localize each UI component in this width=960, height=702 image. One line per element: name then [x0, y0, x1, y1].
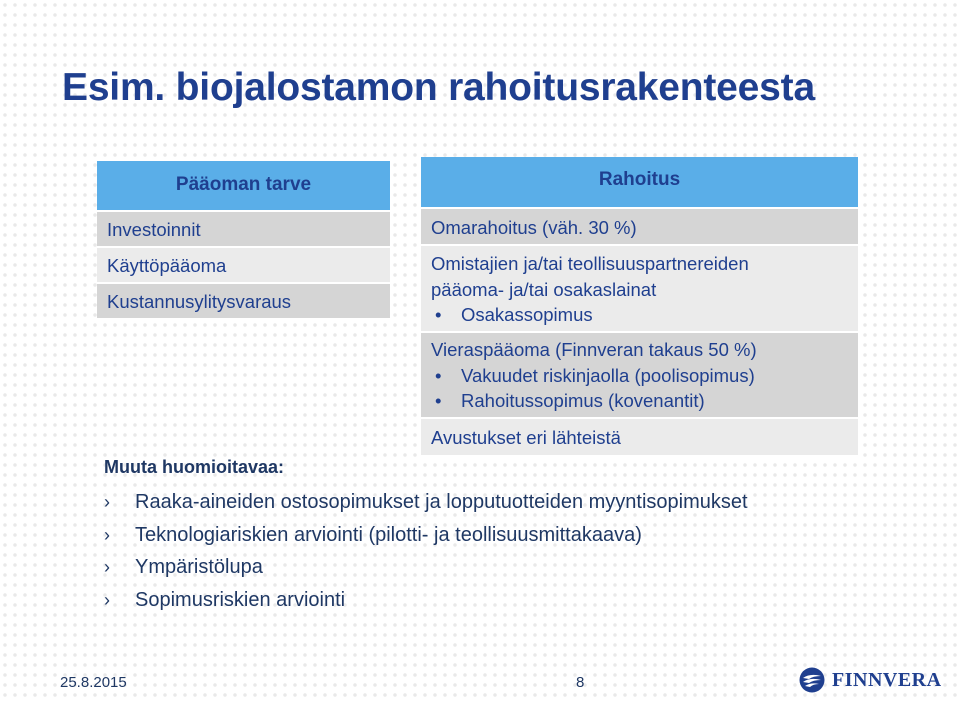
footer-date: 25.8.2015 — [60, 674, 127, 691]
row-line: Vieraspääoma (Finnveran takaus 50 %) — [431, 339, 757, 360]
note-text: Teknologiariskien arviointi (pilotti- ja teollisuusmittakaava) — [135, 523, 642, 546]
list-item — [104, 552, 748, 585]
capital-need-table — [97, 161, 390, 320]
note-text: Raaka-aineiden ostosopimukset ja lopputuotteiden myyntisopimukset — [135, 491, 748, 513]
finnvera-bird-icon — [798, 667, 826, 693]
list-item — [104, 520, 748, 553]
bullet-item — [431, 388, 848, 414]
bullet-icon: • — [435, 304, 442, 325]
bullet-item — [431, 363, 848, 389]
list-item — [104, 585, 748, 618]
table-row — [421, 333, 858, 419]
grants-text: Avustukset eri lähteistä — [431, 427, 621, 448]
page-title: Esim. biojalostamon rahoitusrakenteesta — [62, 66, 815, 109]
table-row: Käyttöpääoma — [97, 248, 390, 284]
note-text: Ympäristölupa — [135, 556, 263, 578]
table-row — [421, 419, 858, 457]
list-item — [104, 487, 748, 520]
bullet-text: Osakassopimus — [461, 304, 593, 325]
table-row — [421, 246, 858, 333]
bullet-item — [431, 302, 848, 328]
capital-need-header: Pääoman tarve — [97, 161, 390, 212]
bullet-text: Rahoitussopimus (kovenantit) — [461, 390, 705, 411]
financing-header: Rahoitus — [421, 157, 858, 209]
chevron-right-icon: › — [104, 524, 110, 545]
table-row: Investoinnit — [97, 212, 390, 248]
notes-title: Muuta huomioitavaa: — [104, 457, 285, 477]
logo-text: FINNVERA — [832, 668, 942, 691]
row-line: Omistajien ja/tai teollisuuspartnereiden — [431, 253, 749, 274]
table-row — [421, 209, 858, 246]
chevron-right-icon: › — [104, 492, 110, 512]
bullet-text: Vakuudet riskinjaolla (poolisopimus) — [461, 364, 755, 386]
page-number: 8 — [576, 674, 585, 691]
table-row: Kustannusylitysvaraus — [97, 284, 390, 320]
equity-text: Omarahoitus (väh. 30 %) — [431, 217, 637, 238]
chevron-right-icon: › — [104, 557, 110, 577]
bullet-icon: • — [435, 364, 442, 386]
bullet-icon: • — [435, 390, 442, 411]
row-line: pääoma- ja/tai osakaslainat — [431, 278, 657, 300]
note-text: Sopimusriskien arviointi — [135, 588, 346, 611]
finnvera-logo — [798, 667, 942, 693]
chevron-right-icon: › — [104, 589, 110, 610]
financing-table — [421, 157, 858, 457]
notes-list — [104, 487, 748, 617]
